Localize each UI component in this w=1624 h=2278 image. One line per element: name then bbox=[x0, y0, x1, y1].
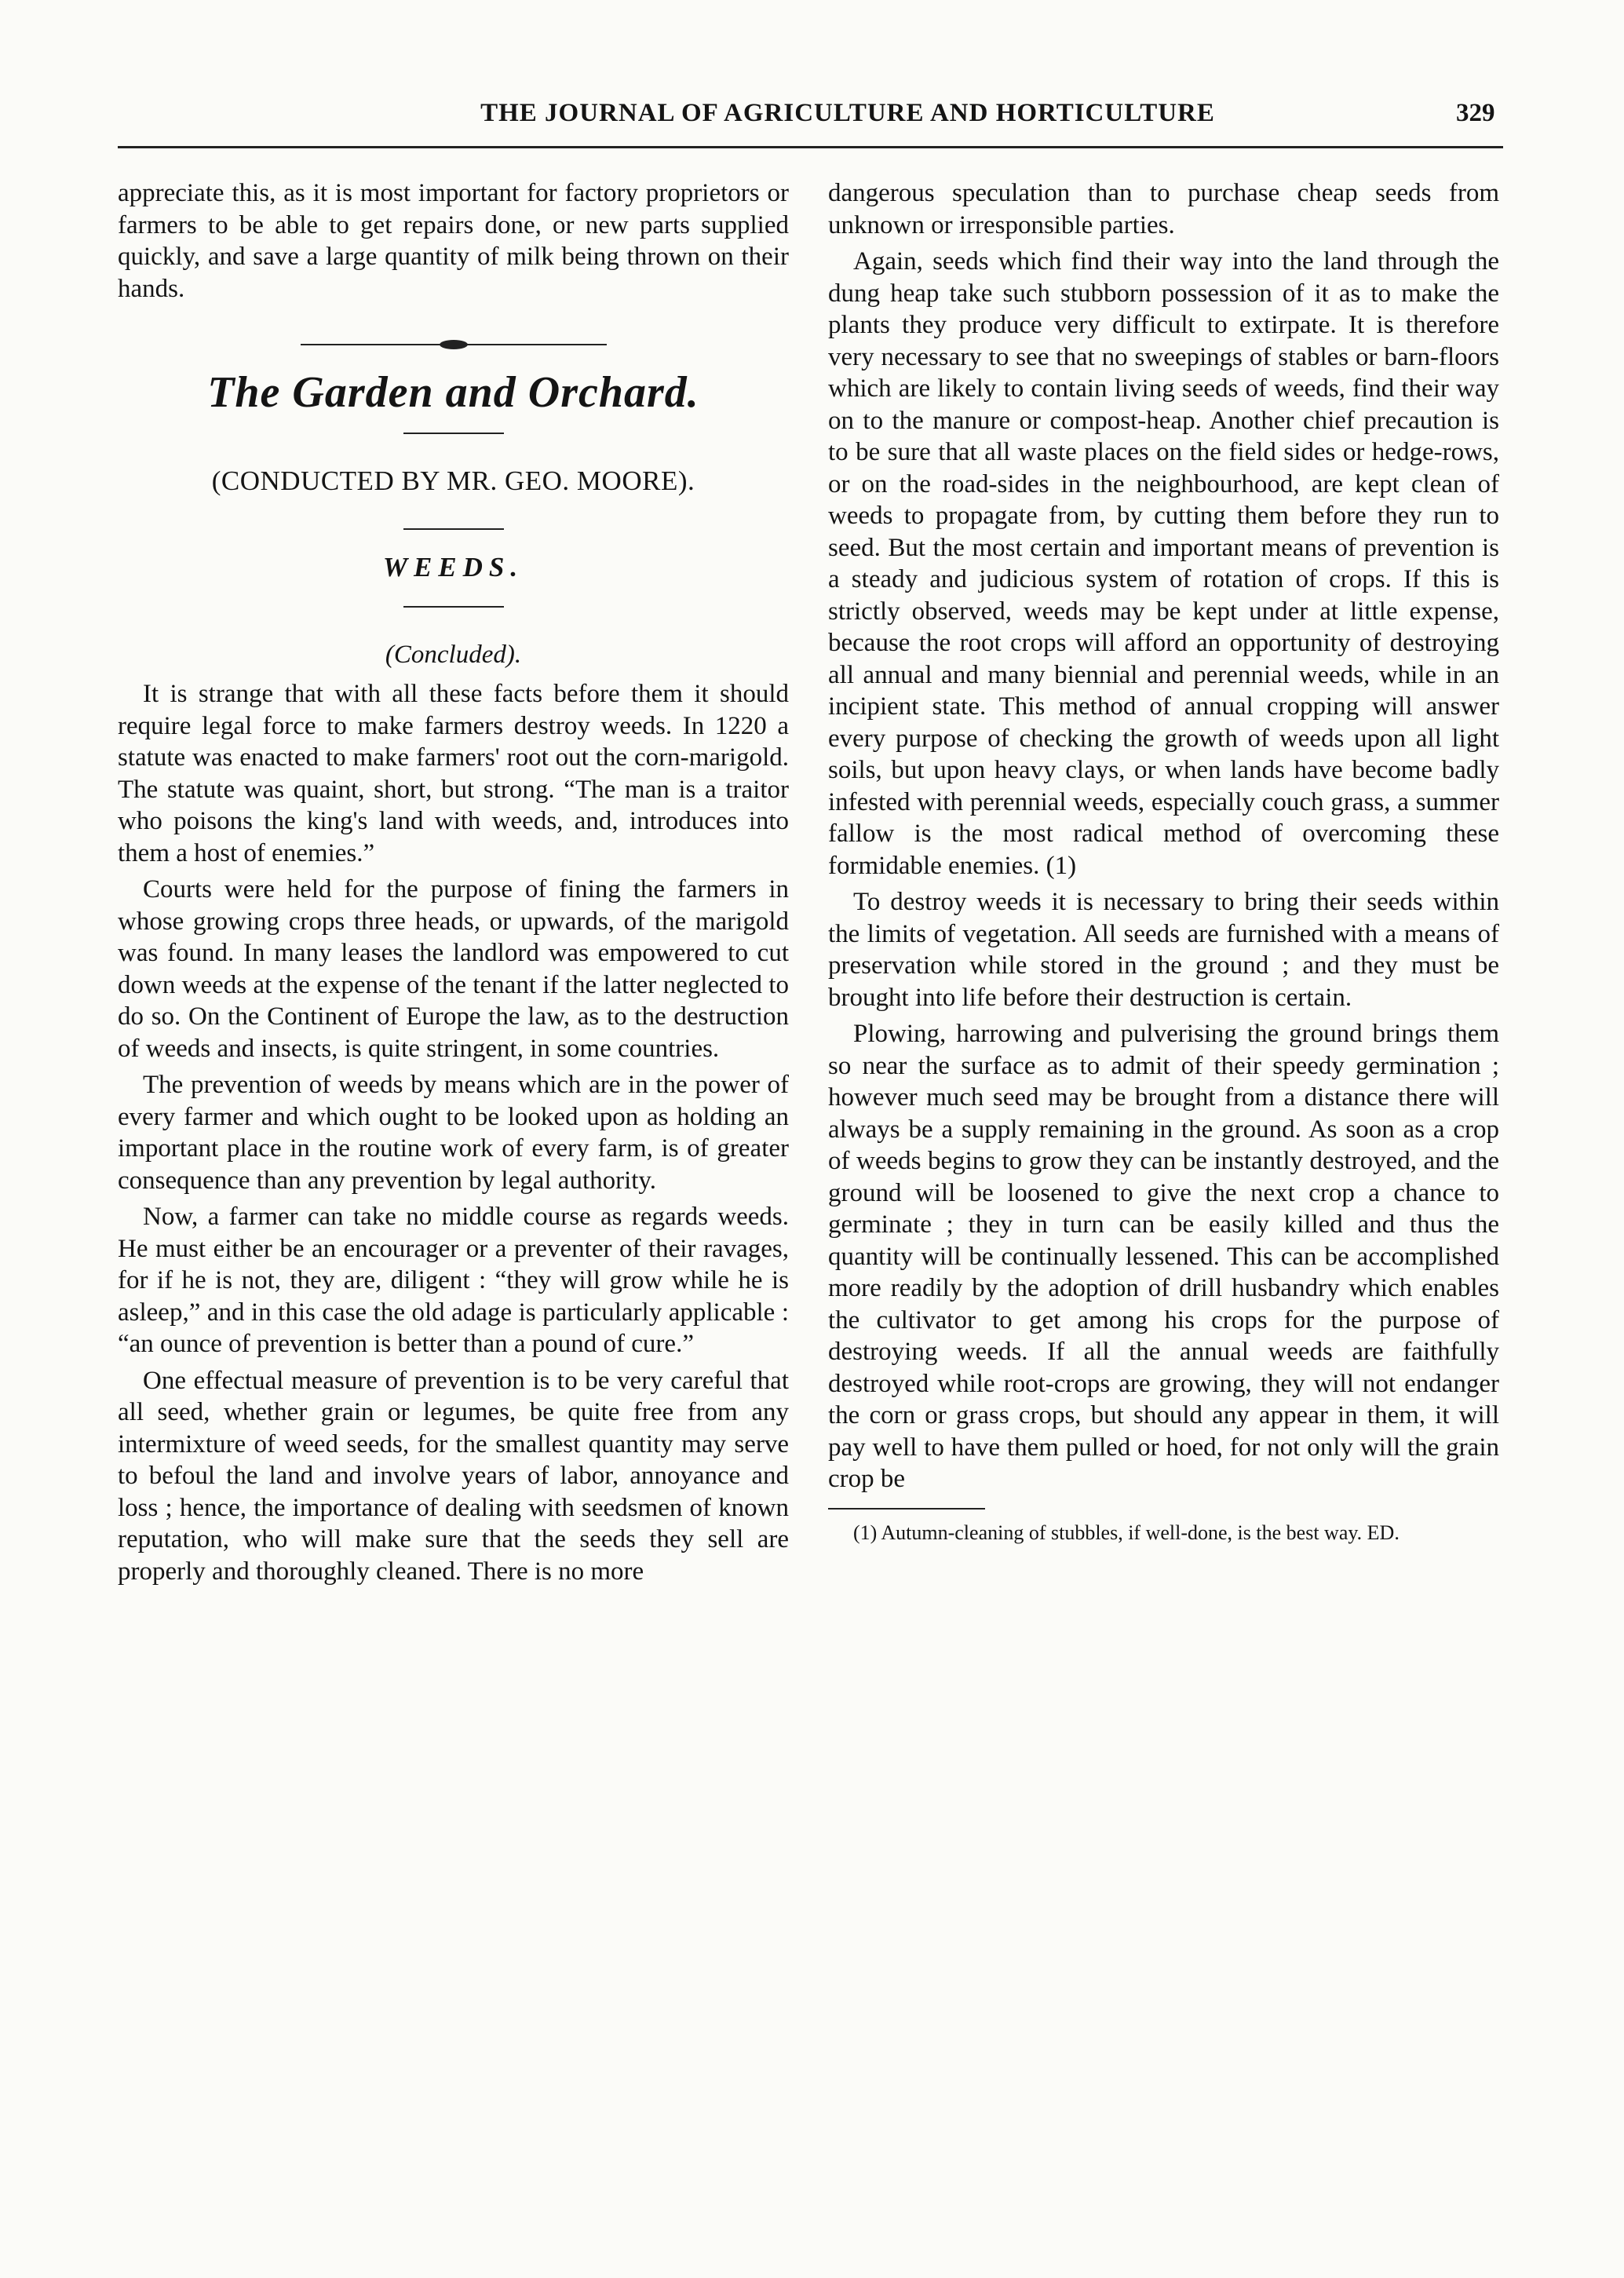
concluded-rule bbox=[403, 606, 504, 608]
running-head bbox=[0, 99, 1624, 138]
footnote-rule bbox=[828, 1508, 985, 1510]
intro-paragraph: appreciate this, as it is most important for factory proprietors or farmers to be able to get repairs done, or new parts supplied quickly, and save a large quantity of milk being thrown on their hands. bbox=[118, 179, 789, 303]
body-paragraph: One effectual measure of prevention is to be very careful that all seed, whether grain or legumes, be quite free from any intermixture of weed seeds, for the smallest quantity may serve to befoul the land and involve years of labor, annoyance and loss ; hence, the importance of dealing with seedsmen of known reputation, who will make sure that the seeds they sell are properly and thoroughly cleaned. There is no more bbox=[118, 1366, 789, 1586]
page-number: 329 bbox=[1456, 99, 1495, 127]
article-subject: WEEDS. bbox=[382, 552, 524, 582]
concluded-note: (Concluded). bbox=[385, 640, 522, 669]
conductor-line: (CONDUCTED BY MR. GEO. MOORE). bbox=[211, 465, 695, 496]
divider-ornament bbox=[301, 339, 607, 350]
divider-dot bbox=[440, 340, 468, 349]
body-paragraph: Courts were held for the purpose of fining the farmers in whose growing crops three heads, or upwards, of the marigold was found. In many leases the landlord was empowered to cut down weeds at the expense of the tenant if the latter neglected to do so. On the Continent of Europe the law, as to the destruction of weeds and insects, is quite stringent, in some countries. bbox=[118, 875, 789, 1063]
body-paragraph: Plowing, harrowing and pulverising the ground brings them so near the surface as to admit of their speedy germination ; however much seed may be brought from a distance there will always be a supply remaining in the ground. As soon as a crop of weeds begins to grow they can be instantly destroyed, and the ground will be loosened to give the next crop a chance to germinate ; they in turn can be easily killed and thus the quantity will be continually lessened. This can be accomplished more readily by the adoption of drill husbandry which enables the cultivator to get among his crops for the purpose of destroying weeds. If all the annual weeds are faithfully destroyed while root-crops are growing, they will not endanger the corn or grass crops, but should any appear in them, it will pay well to have them pulled or hoed, for not only will the grain crop be bbox=[828, 1020, 1499, 1493]
title-rule bbox=[403, 433, 504, 434]
body-paragraph: Now, a farmer can take no middle course as regards weeds. He must either be an encourager or a preventer of their ravages, for if he is not, they are, diligent : “they will grow while he is asleep,” and in this case the old adage is particularly applicable : “an ounce of prevention is better than a pound of cure.” bbox=[118, 1203, 789, 1358]
right-column bbox=[828, 177, 1499, 1550]
footnote: (1) Autumn-cleaning of stubbles, if well-done, is the best way. ED. bbox=[853, 1520, 1400, 1544]
body-paragraph: The prevention of weeds by means which are in the power of every farmer and which ought to be looked upon as holding an important place in the routine work of every farm, is of greater consequence than any prevention by legal authority. bbox=[118, 1071, 789, 1195]
header-rule bbox=[118, 146, 1503, 148]
body-paragraph: dangerous speculation than to purchase cheap seeds from unknown or irresponsible parties. bbox=[828, 179, 1499, 239]
body-paragraph: To destroy weeds it is necessary to bring their seeds within the limits of vegetation. All seeds are furnished with a means of preservation while stored in the ground ; and they must be brought into life before their destruction is certain. bbox=[828, 888, 1499, 1012]
journal-title: THE JOURNAL OF AGRICULTURE AND HORTICULTURE bbox=[480, 99, 1215, 127]
left-column bbox=[118, 177, 789, 1592]
section-title: The Garden and Orchard. bbox=[207, 368, 699, 417]
body-paragraph: It is strange that with all these facts before them it should require legal force to make farmers destroy weeds. In 1220 a statute was enacted to make farmers' root out the corn-marigold. The statute was quaint, short, but strong. “The man is a traitor who poisons the king's land with weeds, and, introduces into them a host of enemies.” bbox=[118, 680, 789, 867]
body-paragraph: Again, seeds which find their way into the land through the dung heap take such stubborn possession of it as to make the plants they produce very difficult to extirpate. It is therefore very necessary to see that no sweepings of stables or barn-floors which are likely to contain living seeds of weeds, find their way on to the manure or compost-heap. Another chief precaution is to be sure that all waste places on the field sides or hedge-rows, or on the road-sides in the neighbourhood, are kept clean of weeds to propagate from, by cutting them before they run to seed. But the most certain and important means of prevention is a steady and judicious system of rotation of crops. If this is strictly observed, weeds may be kept under at little expense, because the root crops will afford an opportunity of destroying all annual and many biennial and perennial weeds, while in an incipient state. This method of annual cropping will answer every purpose of checking the growth of weeds upon all light soils, but upon heavy clays, or when lands have become badly infested with perennial weeds, especially couch grass, a summer fallow is the most radical method of overcoming these formidable enemies. (1) bbox=[828, 247, 1499, 880]
subject-rule bbox=[403, 528, 504, 530]
